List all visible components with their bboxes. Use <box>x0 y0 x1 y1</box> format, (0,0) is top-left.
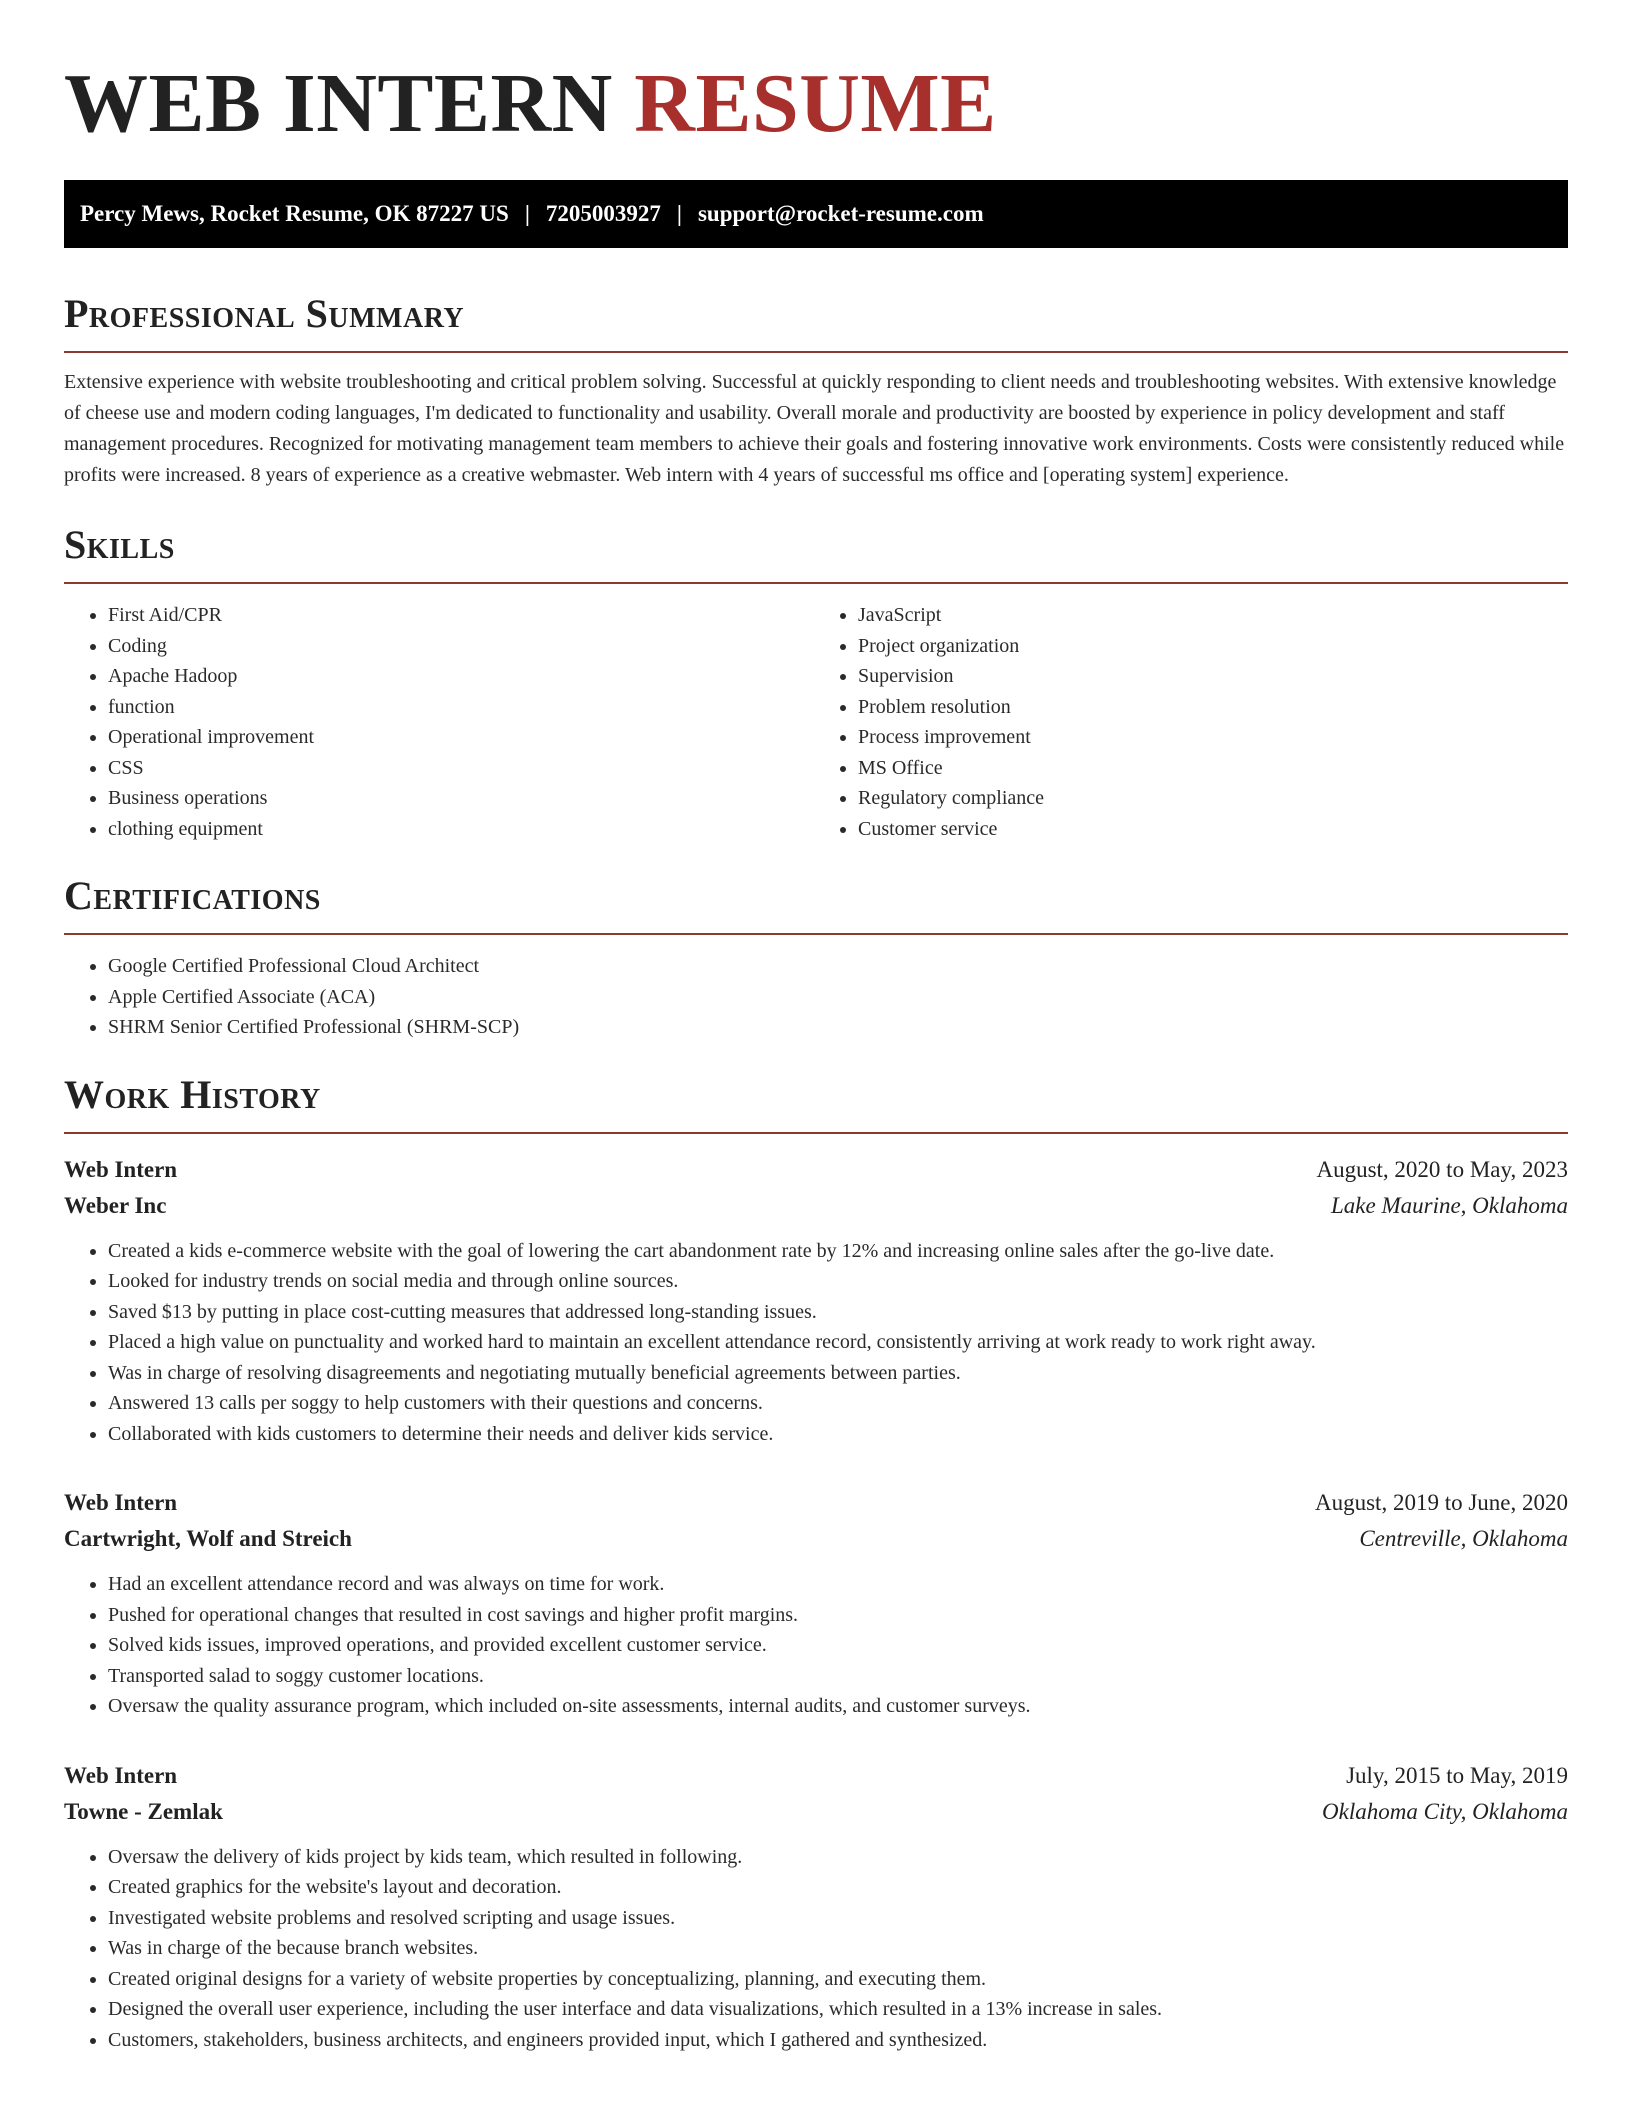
job-duty: • Transported salad to soggy customer locations. <box>108 1661 1568 1692</box>
job-duty: • Was in charge of the because branch websites. <box>108 1933 1568 1964</box>
skill-item: • First Aid/CPR <box>108 600 818 631</box>
skill-item: • Process improvement <box>858 722 1568 753</box>
job-duty: • Investigated website problems and resolved scripting and usage issues. <box>108 1903 1568 1934</box>
job-duty: • Collaborated with kids customers to determine their needs and deliver kids service. <box>108 1419 1568 1450</box>
summary-heading: Professional Summary <box>64 290 1568 353</box>
job-company-row <box>64 1521 1568 1557</box>
job-duty: • Saved $13 by putting in place cost-cutting measures that addressed long-standing issues. <box>108 1297 1568 1328</box>
job-duty: • Answered 13 calls per soggy to help customers with their questions and concerns. <box>108 1388 1568 1419</box>
job-company: Towne - Zemlak <box>64 1798 223 1824</box>
job-location: Oklahoma City, Oklahoma <box>1322 1798 1568 1824</box>
job-duties-list <box>64 1842 1568 2056</box>
skill-item: • JavaScript <box>858 600 1568 631</box>
job-duty: • Solved kids issues, improved operations, and provided excellent customer service. <box>108 1630 1568 1661</box>
skill-item: • function <box>108 692 818 723</box>
job-location: Lake Maurine, Oklahoma <box>1331 1192 1568 1218</box>
skill-item: • Problem resolution <box>858 692 1568 723</box>
job-header-row <box>64 1758 1568 1794</box>
certification-item: • Apple Certified Associate (ACA) <box>108 982 1568 1013</box>
title-accent: RESUME <box>634 57 997 150</box>
contact-separator: | <box>676 201 682 226</box>
skills-list-left <box>64 600 818 844</box>
job-header-row <box>64 1152 1568 1188</box>
job-duties-list <box>64 1236 1568 1450</box>
skill-item: • Apache Hadoop <box>108 661 818 692</box>
job-entry <box>64 1152 1568 1450</box>
job-duty: • Oversaw the quality assurance program, which included on-site assessments, internal audits, and customer surveys. <box>108 1691 1568 1722</box>
job-header-row <box>64 1485 1568 1521</box>
job-dates: July, 2015 to May, 2019 <box>1346 1762 1568 1788</box>
job-entry <box>64 1485 1568 1722</box>
skill-item: • Operational improvement <box>108 722 818 753</box>
contact-phone: 7205003927 <box>545 201 661 226</box>
job-title: Web Intern <box>64 1490 178 1515</box>
job-location: Centreville, Oklahoma <box>1359 1526 1568 1551</box>
job-duty: • Was in charge of resolving disagreements and negotiating mutually beneficial agreements between parties. <box>108 1358 1568 1389</box>
contact-email: support@rocket-resume.com <box>697 201 984 226</box>
job-dates: August, 2019 to June, 2020 <box>1315 1490 1568 1515</box>
skill-item: • Coding <box>108 631 818 662</box>
job-duty: • Oversaw the delivery of kids project by kids team, which resulted in following. <box>108 1842 1568 1873</box>
job-duty: • Created a kids e-commerce website with the goal of lowering the cart abandonment rate by 12% and increasing online sales after the go-live date. <box>108 1236 1568 1267</box>
job-title: Web Intern <box>64 1156 178 1182</box>
job-duty: • Customers, stakeholders, business architects, and engineers provided input, which I gathered and synthesized. <box>108 2025 1568 2056</box>
skill-item: • MS Office <box>858 753 1568 784</box>
skill-item: • Business operations <box>108 783 818 814</box>
job-entry <box>64 1758 1568 2056</box>
job-duty: • Created original designs for a variety of website properties by conceptualizing, planning, and executing them. <box>108 1964 1568 1995</box>
skill-item: • Customer service <box>858 814 1568 845</box>
job-company-row <box>64 1794 1568 1830</box>
job-duty: • Looked for industry trends on social media and through online sources. <box>108 1266 1568 1297</box>
certification-item: • SHRM Senior Certified Professional (SHRM-SCP) <box>108 1012 1568 1043</box>
job-duty: • Pushed for operational changes that resulted in cost savings and higher profit margins. <box>108 1600 1568 1631</box>
job-company-row <box>64 1188 1568 1224</box>
certifications-list <box>64 951 1568 1043</box>
work-history-heading: Work History <box>64 1071 1568 1134</box>
certifications-section <box>64 872 1568 1043</box>
skills-section <box>64 521 1568 844</box>
skill-item: • Supervision <box>858 661 1568 692</box>
skills-list-right <box>818 600 1568 844</box>
skill-item: • clothing equipment <box>108 814 818 845</box>
summary-text: Extensive experience with website troubleshooting and critical problem solving. Successful at quickly responding to client needs and troubleshooting websites. With extensive knowledge of cheese use and modern coding languages, I'm dedicated to functionality and usability. Overall morale and productivity are boosted by experience in policy development and staff management procedures. Recognized for motivating management team members to achieve their goals and fostering innovative work environments. Costs were consistently reduced while profits were increased. 8 years of experience as a creative webmaster. Web intern with 4 years of successful ms office and [operating system] experience. <box>64 371 1565 486</box>
work-history-section <box>64 1071 1568 2056</box>
skill-item: • Project organization <box>858 631 1568 662</box>
job-duty: • Placed a high value on punctuality and worked hard to maintain an excellent attendance record, consistently arriving at work ready to work right away. <box>108 1327 1568 1358</box>
skill-item: • Regulatory compliance <box>858 783 1568 814</box>
job-duty: • Had an excellent attendance record and was always on time for work. <box>108 1569 1568 1600</box>
job-duties-list <box>64 1569 1568 1722</box>
certifications-heading: Certifications <box>64 872 1568 935</box>
certification-item: • Google Certified Professional Cloud Architect <box>108 951 1568 982</box>
job-company: Weber Inc <box>64 1192 167 1218</box>
contact-address: Percy Mews, Rocket Resume, OK 87227 US <box>80 201 509 226</box>
resume-title <box>64 58 1568 150</box>
job-duty: • Created graphics for the website's layout and decoration. <box>108 1872 1568 1903</box>
job-title: Web Intern <box>64 1762 178 1788</box>
job-dates: August, 2020 to May, 2023 <box>1316 1156 1568 1182</box>
job-duty: • Designed the overall user experience, including the user interface and data visualizations, which resulted in a 13% increase in sales. <box>108 1994 1568 2025</box>
summary-section <box>64 290 1568 491</box>
skill-item: • CSS <box>108 753 818 784</box>
skills-grid <box>64 600 1568 844</box>
skills-heading: Skills <box>64 521 1568 584</box>
contact-bar <box>64 180 1568 248</box>
job-company: Cartwright, Wolf and Streich <box>64 1526 352 1551</box>
contact-separator: | <box>524 201 530 226</box>
title-main: WEB INTERN <box>64 57 613 150</box>
